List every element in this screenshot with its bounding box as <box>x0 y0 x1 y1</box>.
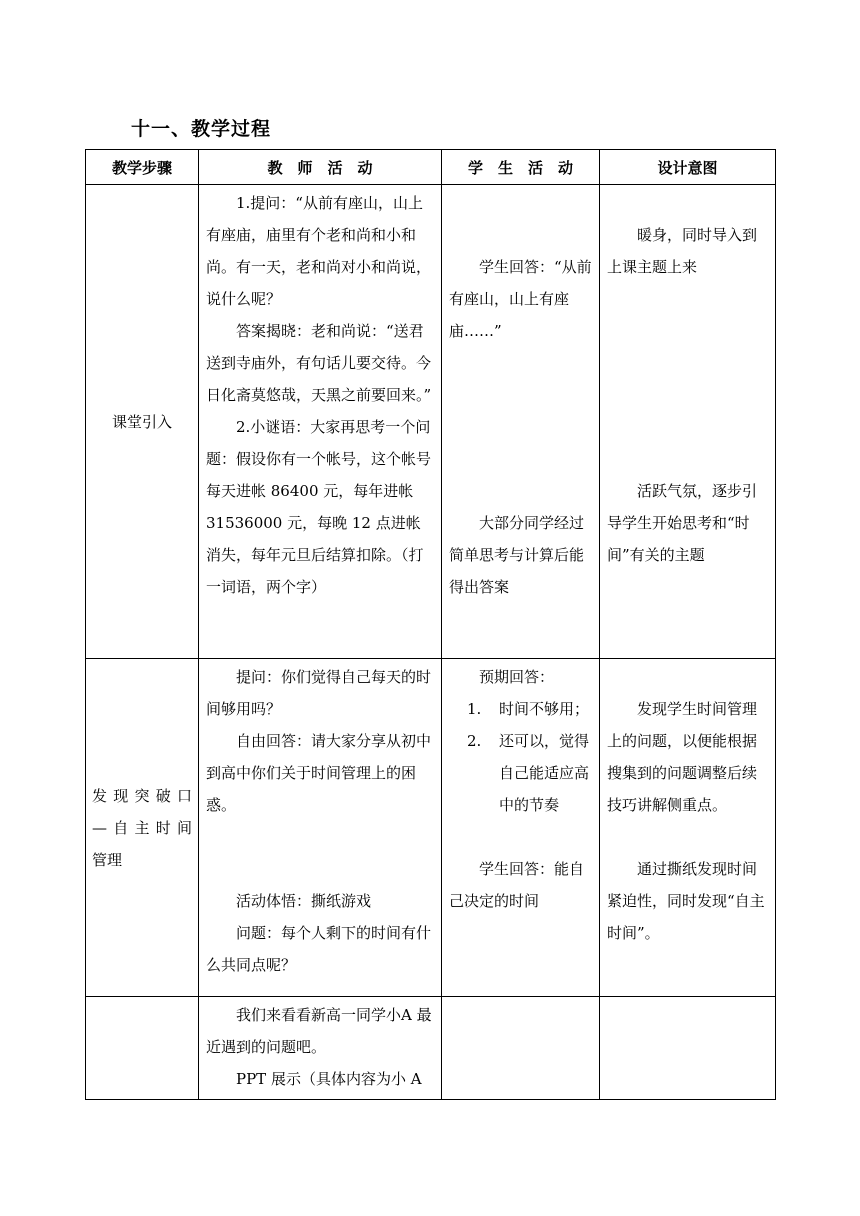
intent-cell <box>600 659 776 997</box>
step-label-line: —自主时间 <box>92 818 192 837</box>
list-number: 1. <box>467 700 482 718</box>
student-paragraph: 学生回答：“从前有座山，山上有座庙……” <box>449 258 592 340</box>
header-step: 教学步骤 <box>86 150 199 185</box>
table-row <box>86 659 776 997</box>
student-paragraph: 大部分同学经过简单思考与计算后能得出答案 <box>449 514 585 596</box>
teacher-cell <box>199 185 442 659</box>
table-row <box>86 185 776 659</box>
teacher-paragraph: 答案揭晓：老和尚说：“送君送到寺庙外，有句话儿要交待。今日化斋莫悠哉，天黑之前要回来。” <box>206 322 432 404</box>
intent-paragraph: 通过撕纸发现时间紧迫性，同时发现“自主时间”。 <box>607 860 765 942</box>
list-text: 还可以，觉得自己能适应高中的节奏 <box>499 732 590 814</box>
teacher-paragraph: 1.提问：“从前有座山，山上有座庙，庙里有个老和尚和小和尚。有一天，老和尚对小和尚说，说什么呢？ <box>206 194 432 308</box>
teacher-paragraph: 提问：你们觉得自己每天的时间够用吗？ <box>206 668 432 718</box>
header-student: 学 生 活 动 <box>442 150 600 185</box>
student-cell <box>442 997 600 1100</box>
intent-cell <box>600 185 776 659</box>
teacher-paragraph: 2.小谜语：大家再思考一个问题：假设你有一个帐号，这个帐号每天进帐 86400 元，每年进帐 31536000 元，每晚 12 点进帐消失，每年元旦后结算扣除。（打一词语，两个字） <box>206 418 432 596</box>
list-number: 2. <box>467 732 482 750</box>
step-label-line: 管理 <box>92 850 123 869</box>
list-item <box>449 693 592 725</box>
intent-cell <box>600 997 776 1100</box>
student-answer-title: 预期回答： <box>479 668 555 686</box>
student-paragraph: 学生回答：能自己决定的时间 <box>449 860 585 910</box>
teacher-paragraph: 问题：每个人剩下的时间有什么共同点呢？ <box>206 924 432 974</box>
teacher-paragraph: 自由回答：请大家分享从初中到高中你们关于时间管理上的困惑。 <box>206 732 432 814</box>
intent-paragraph: 发现学生时间管理上的问题，以便能根据搜集到的问题调整后续技巧讲解侧重点。 <box>607 700 758 814</box>
intent-paragraph: 暖身，同时导入到上课主题上来 <box>607 226 758 276</box>
teacher-paragraph: 活动体悟：撕纸游戏 <box>236 892 372 910</box>
list-text: 时间不够用； <box>499 700 590 718</box>
section-heading: 十一、教学过程 <box>131 118 272 140</box>
header-teacher: 教 师 活 动 <box>199 150 442 185</box>
student-cell <box>442 659 600 997</box>
intent-paragraph: 活跃气氛，逐步引导学生开始思考和“时间”有关的主题 <box>607 482 758 564</box>
teacher-cell <box>199 997 442 1100</box>
list-item <box>449 725 592 821</box>
teacher-cell <box>199 659 442 997</box>
header-intent: 设计意图 <box>600 150 776 185</box>
step-label-line: 发现突破口 <box>92 786 192 805</box>
step-cell <box>86 185 199 659</box>
teaching-process-table <box>85 149 776 1100</box>
step-cell <box>86 997 199 1100</box>
expected-answer-list <box>449 693 592 821</box>
student-cell <box>442 185 600 659</box>
step-label: 课堂引入 <box>111 413 172 431</box>
table-header-row <box>86 150 776 185</box>
step-cell <box>86 659 199 997</box>
teacher-paragraph: PPT 展示（具体内容为小 A <box>236 1070 422 1088</box>
table-row <box>86 997 776 1100</box>
teacher-paragraph: 我们来看看新高一同学小A 最近遇到的问题吧。 <box>206 1006 432 1056</box>
